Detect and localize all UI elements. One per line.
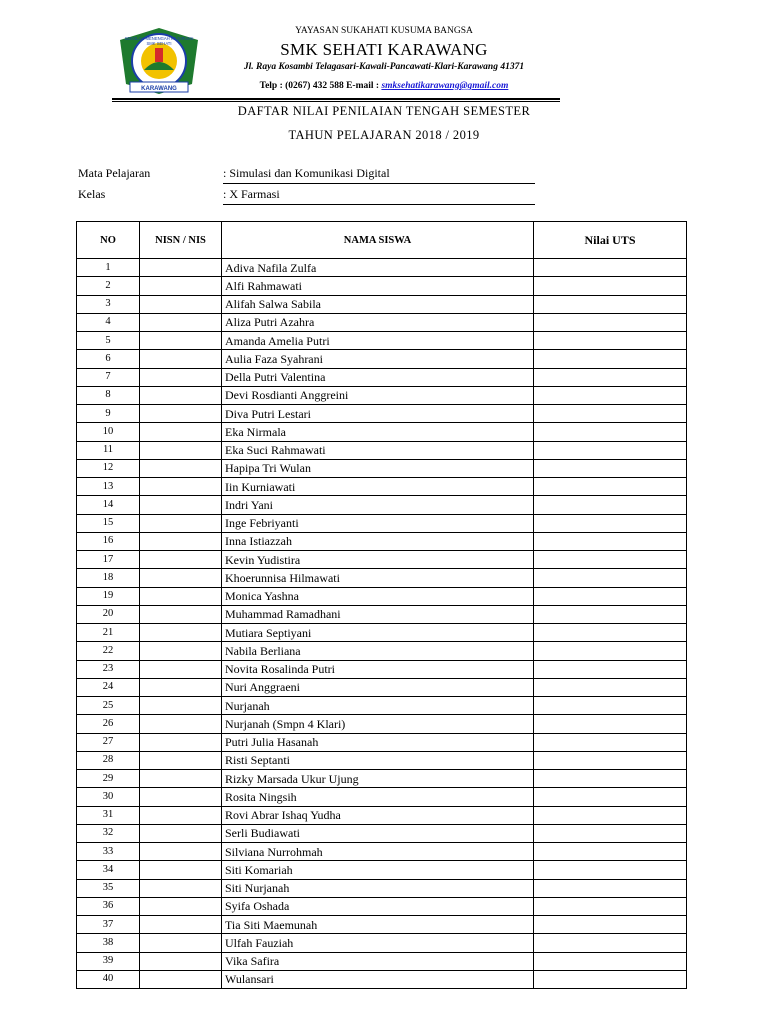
cell-student-name: Della Putri Valentina bbox=[222, 368, 534, 386]
cell-nisn[interactable] bbox=[140, 678, 222, 696]
cell-nisn[interactable] bbox=[140, 897, 222, 915]
cell-student-name: Iin Kurniawati bbox=[222, 478, 534, 496]
cell-uts-score[interactable] bbox=[534, 478, 687, 496]
cell-no: 4 bbox=[77, 313, 140, 331]
cell-student-name: Adiva Nafila Zulfa bbox=[222, 259, 534, 277]
cell-uts-score[interactable] bbox=[534, 277, 687, 295]
cell-student-name: Hapipa Tri Wulan bbox=[222, 459, 534, 477]
cell-student-name: Mutiara Septiyani bbox=[222, 624, 534, 642]
table-row bbox=[77, 605, 687, 623]
cell-no: 2 bbox=[77, 277, 140, 295]
header-uts: Nilai UTS bbox=[534, 222, 687, 259]
cell-no: 26 bbox=[77, 715, 140, 733]
cell-no: 5 bbox=[77, 332, 140, 350]
cell-nisn[interactable] bbox=[140, 587, 222, 605]
cell-uts-score[interactable] bbox=[534, 751, 687, 769]
cell-uts-score[interactable] bbox=[534, 569, 687, 587]
cell-student-name: Khoerunnisa Hilmawati bbox=[222, 569, 534, 587]
table-row bbox=[77, 496, 687, 514]
subject-value: : Simulasi dan Komunikasi Digital bbox=[223, 166, 535, 184]
cell-uts-score[interactable] bbox=[534, 514, 687, 532]
table-row bbox=[77, 587, 687, 605]
cell-student-name: Serli Budiawati bbox=[222, 824, 534, 842]
cell-uts-score[interactable] bbox=[534, 405, 687, 423]
cell-student-name: Rizky Marsada Ukur Ujung bbox=[222, 770, 534, 788]
cell-no: 33 bbox=[77, 843, 140, 861]
cell-nisn[interactable] bbox=[140, 861, 222, 879]
table-row bbox=[77, 916, 687, 934]
class-value: : X Farmasi bbox=[223, 187, 535, 205]
cell-uts-score[interactable] bbox=[534, 788, 687, 806]
phone-text: Telp : (0267) 432 588 E-mail : bbox=[259, 81, 382, 91]
email-link[interactable]: smksehatikarawang@gmail.com bbox=[381, 81, 509, 91]
cell-no: 22 bbox=[77, 642, 140, 660]
cell-uts-score[interactable] bbox=[534, 733, 687, 751]
cell-uts-score[interactable] bbox=[534, 496, 687, 514]
cell-no: 8 bbox=[77, 386, 140, 404]
logo-banner-text: KARAWANG bbox=[141, 86, 177, 92]
logo-top-text: SEKOLAH MENENGAH KEJURUAN bbox=[124, 36, 194, 41]
cell-no: 24 bbox=[77, 678, 140, 696]
class-label: Kelas bbox=[78, 187, 106, 201]
cell-no: 20 bbox=[77, 605, 140, 623]
cell-no: 34 bbox=[77, 861, 140, 879]
cell-student-name: Nurjanah (Smpn 4 Klari) bbox=[222, 715, 534, 733]
cell-student-name: Risti Septanti bbox=[222, 751, 534, 769]
cell-no: 19 bbox=[77, 587, 140, 605]
table-row bbox=[77, 441, 687, 459]
table-row bbox=[77, 952, 687, 970]
table-row bbox=[77, 861, 687, 879]
cell-nisn[interactable] bbox=[140, 350, 222, 368]
cell-nisn[interactable] bbox=[140, 386, 222, 404]
cell-no: 39 bbox=[77, 952, 140, 970]
cell-no: 10 bbox=[77, 423, 140, 441]
table-row bbox=[77, 514, 687, 532]
cell-uts-score[interactable] bbox=[534, 934, 687, 952]
subject-label: Mata Pelajaran bbox=[78, 166, 151, 180]
cell-no: 40 bbox=[77, 970, 140, 988]
table-row bbox=[77, 733, 687, 751]
cell-nisn[interactable] bbox=[140, 751, 222, 769]
cell-student-name: Syifa Oshada bbox=[222, 897, 534, 915]
cell-no: 18 bbox=[77, 569, 140, 587]
cell-nisn[interactable] bbox=[140, 697, 222, 715]
academic-year: TAHUN PELAJARAN 2018 / 2019 bbox=[288, 128, 480, 142]
cell-student-name: Devi Rosdianti Anggreini bbox=[222, 386, 534, 404]
table-row bbox=[77, 405, 687, 423]
cell-student-name: Amanda Amelia Putri bbox=[222, 332, 534, 350]
cell-uts-score[interactable] bbox=[534, 386, 687, 404]
cell-uts-score[interactable] bbox=[534, 770, 687, 788]
cell-nisn[interactable] bbox=[140, 569, 222, 587]
cell-nisn[interactable] bbox=[140, 605, 222, 623]
cell-no: 6 bbox=[77, 350, 140, 368]
cell-student-name: Nurjanah bbox=[222, 697, 534, 715]
cell-uts-score[interactable] bbox=[534, 313, 687, 331]
cell-no: 32 bbox=[77, 824, 140, 842]
cell-student-name: Nabila Berliana bbox=[222, 642, 534, 660]
school-name: SMK SEHATI KARAWANG bbox=[280, 40, 488, 59]
cell-student-name: Inna Istiazzah bbox=[222, 532, 534, 550]
cell-no: 12 bbox=[77, 459, 140, 477]
cell-student-name: Inge Febriyanti bbox=[222, 514, 534, 532]
cell-nisn[interactable] bbox=[140, 843, 222, 861]
cell-nisn[interactable] bbox=[140, 642, 222, 660]
cell-nisn[interactable] bbox=[140, 478, 222, 496]
cell-no: 31 bbox=[77, 806, 140, 824]
table-row bbox=[77, 313, 687, 331]
cell-uts-score[interactable] bbox=[534, 332, 687, 350]
cell-nisn[interactable] bbox=[140, 970, 222, 988]
cell-uts-score[interactable] bbox=[534, 824, 687, 842]
cell-student-name: Siti Komariah bbox=[222, 861, 534, 879]
cell-nisn[interactable] bbox=[140, 934, 222, 952]
cell-nisn[interactable] bbox=[140, 788, 222, 806]
table-row bbox=[77, 806, 687, 824]
table-row bbox=[77, 642, 687, 660]
table-header-row bbox=[77, 222, 687, 259]
table-row bbox=[77, 624, 687, 642]
cell-student-name: Tia Siti Maemunah bbox=[222, 916, 534, 934]
cell-student-name: Alifah Salwa Sabila bbox=[222, 295, 534, 313]
cell-no: 23 bbox=[77, 660, 140, 678]
cell-nisn[interactable] bbox=[140, 824, 222, 842]
school-address: Jl. Raya Kosambi Telagasari-Kawali-Pancawati-Klari-Karawang 41371 bbox=[243, 62, 525, 72]
school-contact bbox=[210, 81, 558, 91]
table-row bbox=[77, 295, 687, 313]
cell-student-name: Rovi Abrar Ishaq Yudha bbox=[222, 806, 534, 824]
table-row bbox=[77, 332, 687, 350]
cell-student-name: Novita Rosalinda Putri bbox=[222, 660, 534, 678]
cell-uts-score[interactable] bbox=[534, 423, 687, 441]
cell-student-name: Putri Julia Hasanah bbox=[222, 733, 534, 751]
cell-student-name: Aulia Faza Syahrani bbox=[222, 350, 534, 368]
cell-no: 30 bbox=[77, 788, 140, 806]
cell-student-name: Eka Nirmala bbox=[222, 423, 534, 441]
logo-mid-text: SMK SEHATI bbox=[146, 41, 172, 46]
cell-uts-score[interactable] bbox=[534, 843, 687, 861]
table-row bbox=[77, 751, 687, 769]
cell-nisn[interactable] bbox=[140, 277, 222, 295]
cell-student-name: Silviana Nurrohmah bbox=[222, 843, 534, 861]
cell-nisn[interactable] bbox=[140, 459, 222, 477]
table-row bbox=[77, 386, 687, 404]
table-row bbox=[77, 788, 687, 806]
cell-uts-score[interactable] bbox=[534, 441, 687, 459]
cell-uts-score[interactable] bbox=[534, 259, 687, 277]
cell-student-name: Aliza Putri Azahra bbox=[222, 313, 534, 331]
cell-student-name: Diva Putri Lestari bbox=[222, 405, 534, 423]
cell-uts-score[interactable] bbox=[534, 861, 687, 879]
cell-nisn[interactable] bbox=[140, 806, 222, 824]
cell-uts-score[interactable] bbox=[534, 952, 687, 970]
cell-no: 9 bbox=[77, 405, 140, 423]
cell-no: 1 bbox=[77, 259, 140, 277]
cell-nisn[interactable] bbox=[140, 496, 222, 514]
cell-nisn[interactable] bbox=[140, 514, 222, 532]
cell-uts-score[interactable] bbox=[534, 459, 687, 477]
cell-no: 16 bbox=[77, 532, 140, 550]
cell-student-name: Muhammad Ramadhani bbox=[222, 605, 534, 623]
cell-student-name: Kevin Yudistira bbox=[222, 551, 534, 569]
cell-nisn[interactable] bbox=[140, 295, 222, 313]
table-row bbox=[77, 678, 687, 696]
cell-no: 17 bbox=[77, 551, 140, 569]
cell-no: 38 bbox=[77, 934, 140, 952]
letterhead-rule-thin bbox=[112, 101, 560, 102]
table-row bbox=[77, 879, 687, 897]
table-row bbox=[77, 715, 687, 733]
cell-no: 35 bbox=[77, 879, 140, 897]
cell-nisn[interactable] bbox=[140, 532, 222, 550]
header-name: NAMA SISWA bbox=[222, 222, 534, 259]
table-row bbox=[77, 569, 687, 587]
cell-uts-score[interactable] bbox=[534, 350, 687, 368]
cell-uts-score[interactable] bbox=[534, 551, 687, 569]
table-row bbox=[77, 478, 687, 496]
cell-student-name: Nuri Anggraeni bbox=[222, 678, 534, 696]
table-row bbox=[77, 368, 687, 386]
cell-nisn[interactable] bbox=[140, 259, 222, 277]
cell-no: 29 bbox=[77, 770, 140, 788]
cell-no: 28 bbox=[77, 751, 140, 769]
cell-nisn[interactable] bbox=[140, 952, 222, 970]
cell-uts-score[interactable] bbox=[534, 678, 687, 696]
cell-uts-score[interactable] bbox=[534, 660, 687, 678]
cell-uts-score[interactable] bbox=[534, 605, 687, 623]
cell-nisn[interactable] bbox=[140, 660, 222, 678]
cell-nisn[interactable] bbox=[140, 733, 222, 751]
cell-no: 27 bbox=[77, 733, 140, 751]
cell-nisn[interactable] bbox=[140, 879, 222, 897]
table-row bbox=[77, 459, 687, 477]
cell-nisn[interactable] bbox=[140, 423, 222, 441]
cell-uts-score[interactable] bbox=[534, 587, 687, 605]
table-row bbox=[77, 934, 687, 952]
cell-student-name: Monica Yashna bbox=[222, 587, 534, 605]
cell-nisn[interactable] bbox=[140, 405, 222, 423]
cell-no: 13 bbox=[77, 478, 140, 496]
cell-nisn[interactable] bbox=[140, 332, 222, 350]
cell-uts-score[interactable] bbox=[534, 916, 687, 934]
table-row bbox=[77, 843, 687, 861]
header-nisn: NISN / NIS bbox=[140, 222, 222, 259]
header-no: NO bbox=[77, 222, 140, 259]
cell-uts-score[interactable] bbox=[534, 368, 687, 386]
cell-uts-score[interactable] bbox=[534, 624, 687, 642]
grade-table bbox=[76, 221, 687, 989]
cell-student-name: Siti Nurjanah bbox=[222, 879, 534, 897]
school-logo bbox=[112, 26, 206, 96]
cell-uts-score[interactable] bbox=[534, 295, 687, 313]
cell-student-name: Eka Suci Rahmawati bbox=[222, 441, 534, 459]
cell-no: 25 bbox=[77, 697, 140, 715]
table-row bbox=[77, 551, 687, 569]
table-row bbox=[77, 423, 687, 441]
table-body bbox=[77, 259, 687, 989]
cell-uts-score[interactable] bbox=[534, 970, 687, 988]
cell-student-name: Rosita Ningsih bbox=[222, 788, 534, 806]
cell-uts-score[interactable] bbox=[534, 715, 687, 733]
table-row bbox=[77, 897, 687, 915]
table-row bbox=[77, 259, 687, 277]
table-row bbox=[77, 277, 687, 295]
cell-student-name: Wulansari bbox=[222, 970, 534, 988]
cell-nisn[interactable] bbox=[140, 715, 222, 733]
cell-no: 7 bbox=[77, 368, 140, 386]
logo-torch bbox=[155, 48, 163, 62]
cell-nisn[interactable] bbox=[140, 770, 222, 788]
cell-nisn[interactable] bbox=[140, 916, 222, 934]
document-title: DAFTAR NILAI PENILAIAN TENGAH SEMESTER bbox=[237, 104, 531, 118]
cell-no: 15 bbox=[77, 514, 140, 532]
table-row bbox=[77, 532, 687, 550]
cell-uts-score[interactable] bbox=[534, 642, 687, 660]
cell-student-name: Vika Safira bbox=[222, 952, 534, 970]
letterhead-rule bbox=[112, 98, 560, 100]
cell-student-name: Ulfah Fauziah bbox=[222, 934, 534, 952]
cell-nisn[interactable] bbox=[140, 624, 222, 642]
table-row bbox=[77, 350, 687, 368]
cell-uts-score[interactable] bbox=[534, 697, 687, 715]
table-row bbox=[77, 970, 687, 988]
cell-uts-score[interactable] bbox=[534, 879, 687, 897]
cell-student-name: Alfi Rahmawati bbox=[222, 277, 534, 295]
cell-no: 3 bbox=[77, 295, 140, 313]
cell-no: 14 bbox=[77, 496, 140, 514]
cell-nisn[interactable] bbox=[140, 368, 222, 386]
table-row bbox=[77, 824, 687, 842]
cell-uts-score[interactable] bbox=[534, 532, 687, 550]
cell-nisn[interactable] bbox=[140, 313, 222, 331]
foundation-name: YAYASAN SUKAHATI KUSUMA BANGSA bbox=[295, 26, 473, 36]
cell-uts-score[interactable] bbox=[534, 897, 687, 915]
cell-nisn[interactable] bbox=[140, 441, 222, 459]
table-row bbox=[77, 770, 687, 788]
cell-no: 37 bbox=[77, 916, 140, 934]
cell-uts-score[interactable] bbox=[534, 806, 687, 824]
cell-no: 36 bbox=[77, 897, 140, 915]
table-row bbox=[77, 660, 687, 678]
cell-nisn[interactable] bbox=[140, 551, 222, 569]
table-row bbox=[77, 697, 687, 715]
cell-student-name: Indri Yani bbox=[222, 496, 534, 514]
cell-no: 11 bbox=[77, 441, 140, 459]
cell-no: 21 bbox=[77, 624, 140, 642]
